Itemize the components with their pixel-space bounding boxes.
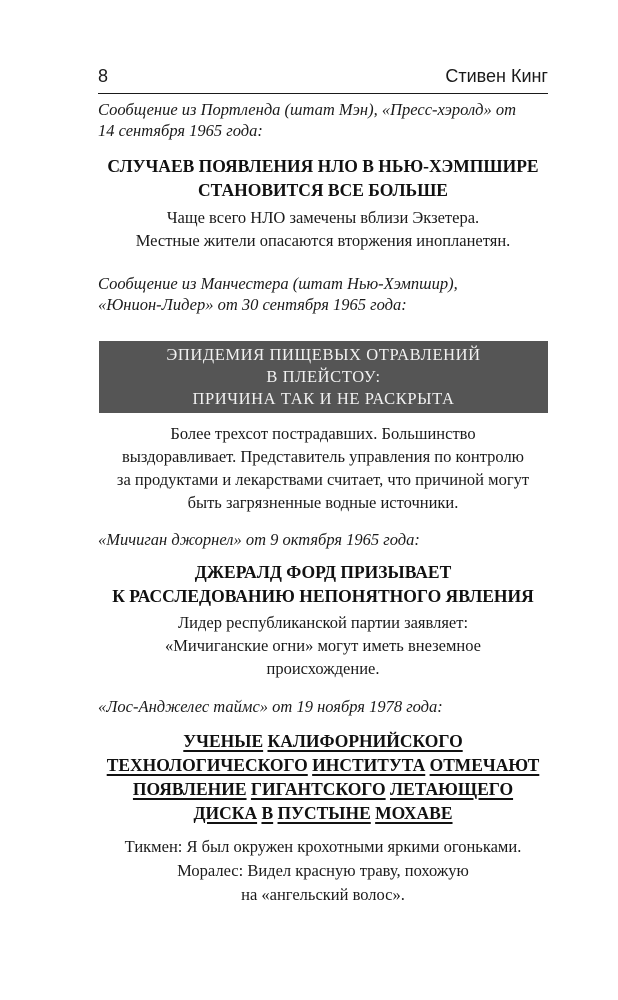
headline-word: ПОЯВЛЕНИЕ bbox=[132, 779, 247, 799]
page-number: 8 bbox=[98, 66, 109, 86]
headline-word: ОТМЕЧАЮТ bbox=[429, 755, 540, 775]
article-3-headline-line: К РАССЛЕДОВАНИЮ НЕПОНЯТНОГО ЯВЛЕНИЯ bbox=[112, 586, 534, 606]
article-2-body bbox=[98, 422, 548, 514]
article-2-headline-line: ЭПИДЕМИЯ ПИЩЕВЫХ ОТРАВЛЕНИЙ bbox=[166, 345, 481, 364]
article-2-body-line: Более трехсот пострадавших. Большинство bbox=[170, 424, 476, 443]
article-1-source-line: 14 сентября 1965 года: bbox=[98, 121, 263, 140]
article-4-body-line: Тикмен: Я был окружен крохотными яркими огоньками. bbox=[124, 837, 522, 856]
headline-word: КАЛИФОРНИЙСКОГО bbox=[267, 731, 463, 751]
article-2-headline-banner bbox=[99, 341, 548, 413]
article-4-headline bbox=[98, 729, 548, 825]
headline-word: ДИСКА bbox=[193, 803, 258, 823]
article-3-body-line: «Мичиганские огни» могут иметь внеземное bbox=[164, 636, 481, 655]
article-4-headline-line bbox=[98, 729, 548, 753]
article-2-body-line: быть загрязненные водные источники. bbox=[187, 493, 459, 512]
headline-word: ГИГАНТСКОГО bbox=[250, 779, 386, 799]
article-1-body bbox=[98, 206, 548, 252]
article-3-body bbox=[98, 611, 548, 680]
article-2-body-line: выздоравливает. Представитель управления по контролю bbox=[121, 447, 525, 466]
running-head bbox=[98, 66, 548, 87]
article-1-headline-line: СТАНОВИТСЯ ВСЕ БОЛЬШЕ bbox=[198, 180, 448, 200]
article-3-body-line: Лидер республиканской партии заявляет: bbox=[177, 613, 469, 632]
headline-word: ПУСТЫНЕ bbox=[277, 803, 371, 823]
article-2-body-line: за продуктами и лекарствами считает, что причиной могут bbox=[116, 470, 530, 489]
headline-word: В bbox=[261, 803, 274, 823]
article-4-source bbox=[98, 696, 548, 717]
article-3-source-line: «Мичиган джорнел» от 9 октября 1965 года: bbox=[98, 530, 420, 549]
article-2-source-line: «Юнион-Лидер» от 30 сентября 1965 года: bbox=[98, 295, 407, 314]
headline-word: ИНСТИТУТА bbox=[312, 755, 426, 775]
book-page bbox=[98, 0, 548, 1000]
article-1-headline bbox=[98, 154, 548, 202]
article-1-headline-line: СЛУЧАЕВ ПОЯВЛЕНИЯ НЛО В НЬЮ-ХЭМПШИРЕ bbox=[107, 156, 539, 176]
headline-word: ЛЕТАЮЩЕГО bbox=[390, 779, 514, 799]
article-1-body-line: Местные жители опасаются вторжения инопланетян. bbox=[135, 231, 511, 250]
author-name: Стивен Кинг bbox=[445, 66, 548, 86]
article-4-headline-line bbox=[98, 753, 548, 777]
article-4-headline-line bbox=[98, 801, 548, 825]
article-2-headline-line: ПРИЧИНА ТАК И НЕ РАСКРЫТА bbox=[192, 389, 455, 408]
headline-word: МОХАВЕ bbox=[375, 803, 453, 823]
article-2-source-line: Сообщение из Манчестера (штат Нью-Хэмпшир), bbox=[98, 274, 458, 293]
article-4-headline-line bbox=[98, 777, 548, 801]
article-3-headline bbox=[98, 560, 548, 608]
article-4-body bbox=[98, 835, 548, 907]
article-1-source-line: Сообщение из Портленда (штат Мэн), «Пресс-хэролд» от bbox=[98, 100, 517, 119]
article-1-body-line: Чаще всего НЛО замечены вблизи Экзетера. bbox=[166, 208, 480, 227]
headline-word: ТЕХНОЛОГИЧЕСКОГО bbox=[106, 755, 308, 775]
article-3-body-line: происхождение. bbox=[266, 659, 380, 678]
header-rule bbox=[98, 93, 548, 94]
headline-word: УЧЕНЫЕ bbox=[183, 731, 264, 751]
article-4-source-line: «Лос-Анджелес таймс» от 19 ноября 1978 года: bbox=[98, 697, 443, 716]
article-1-source bbox=[98, 99, 548, 141]
article-4-body-line: на «ангельский волос». bbox=[241, 885, 405, 904]
article-2-source bbox=[98, 273, 548, 315]
article-2-headline-line: В ПЛЕЙСТОУ: bbox=[266, 367, 381, 386]
article-4-body-line: Моралес: Видел красную траву, похожую bbox=[177, 861, 469, 880]
article-3-source bbox=[98, 529, 548, 550]
article-3-headline-line: ДЖЕРАЛД ФОРД ПРИЗЫВАЕТ bbox=[194, 562, 452, 582]
